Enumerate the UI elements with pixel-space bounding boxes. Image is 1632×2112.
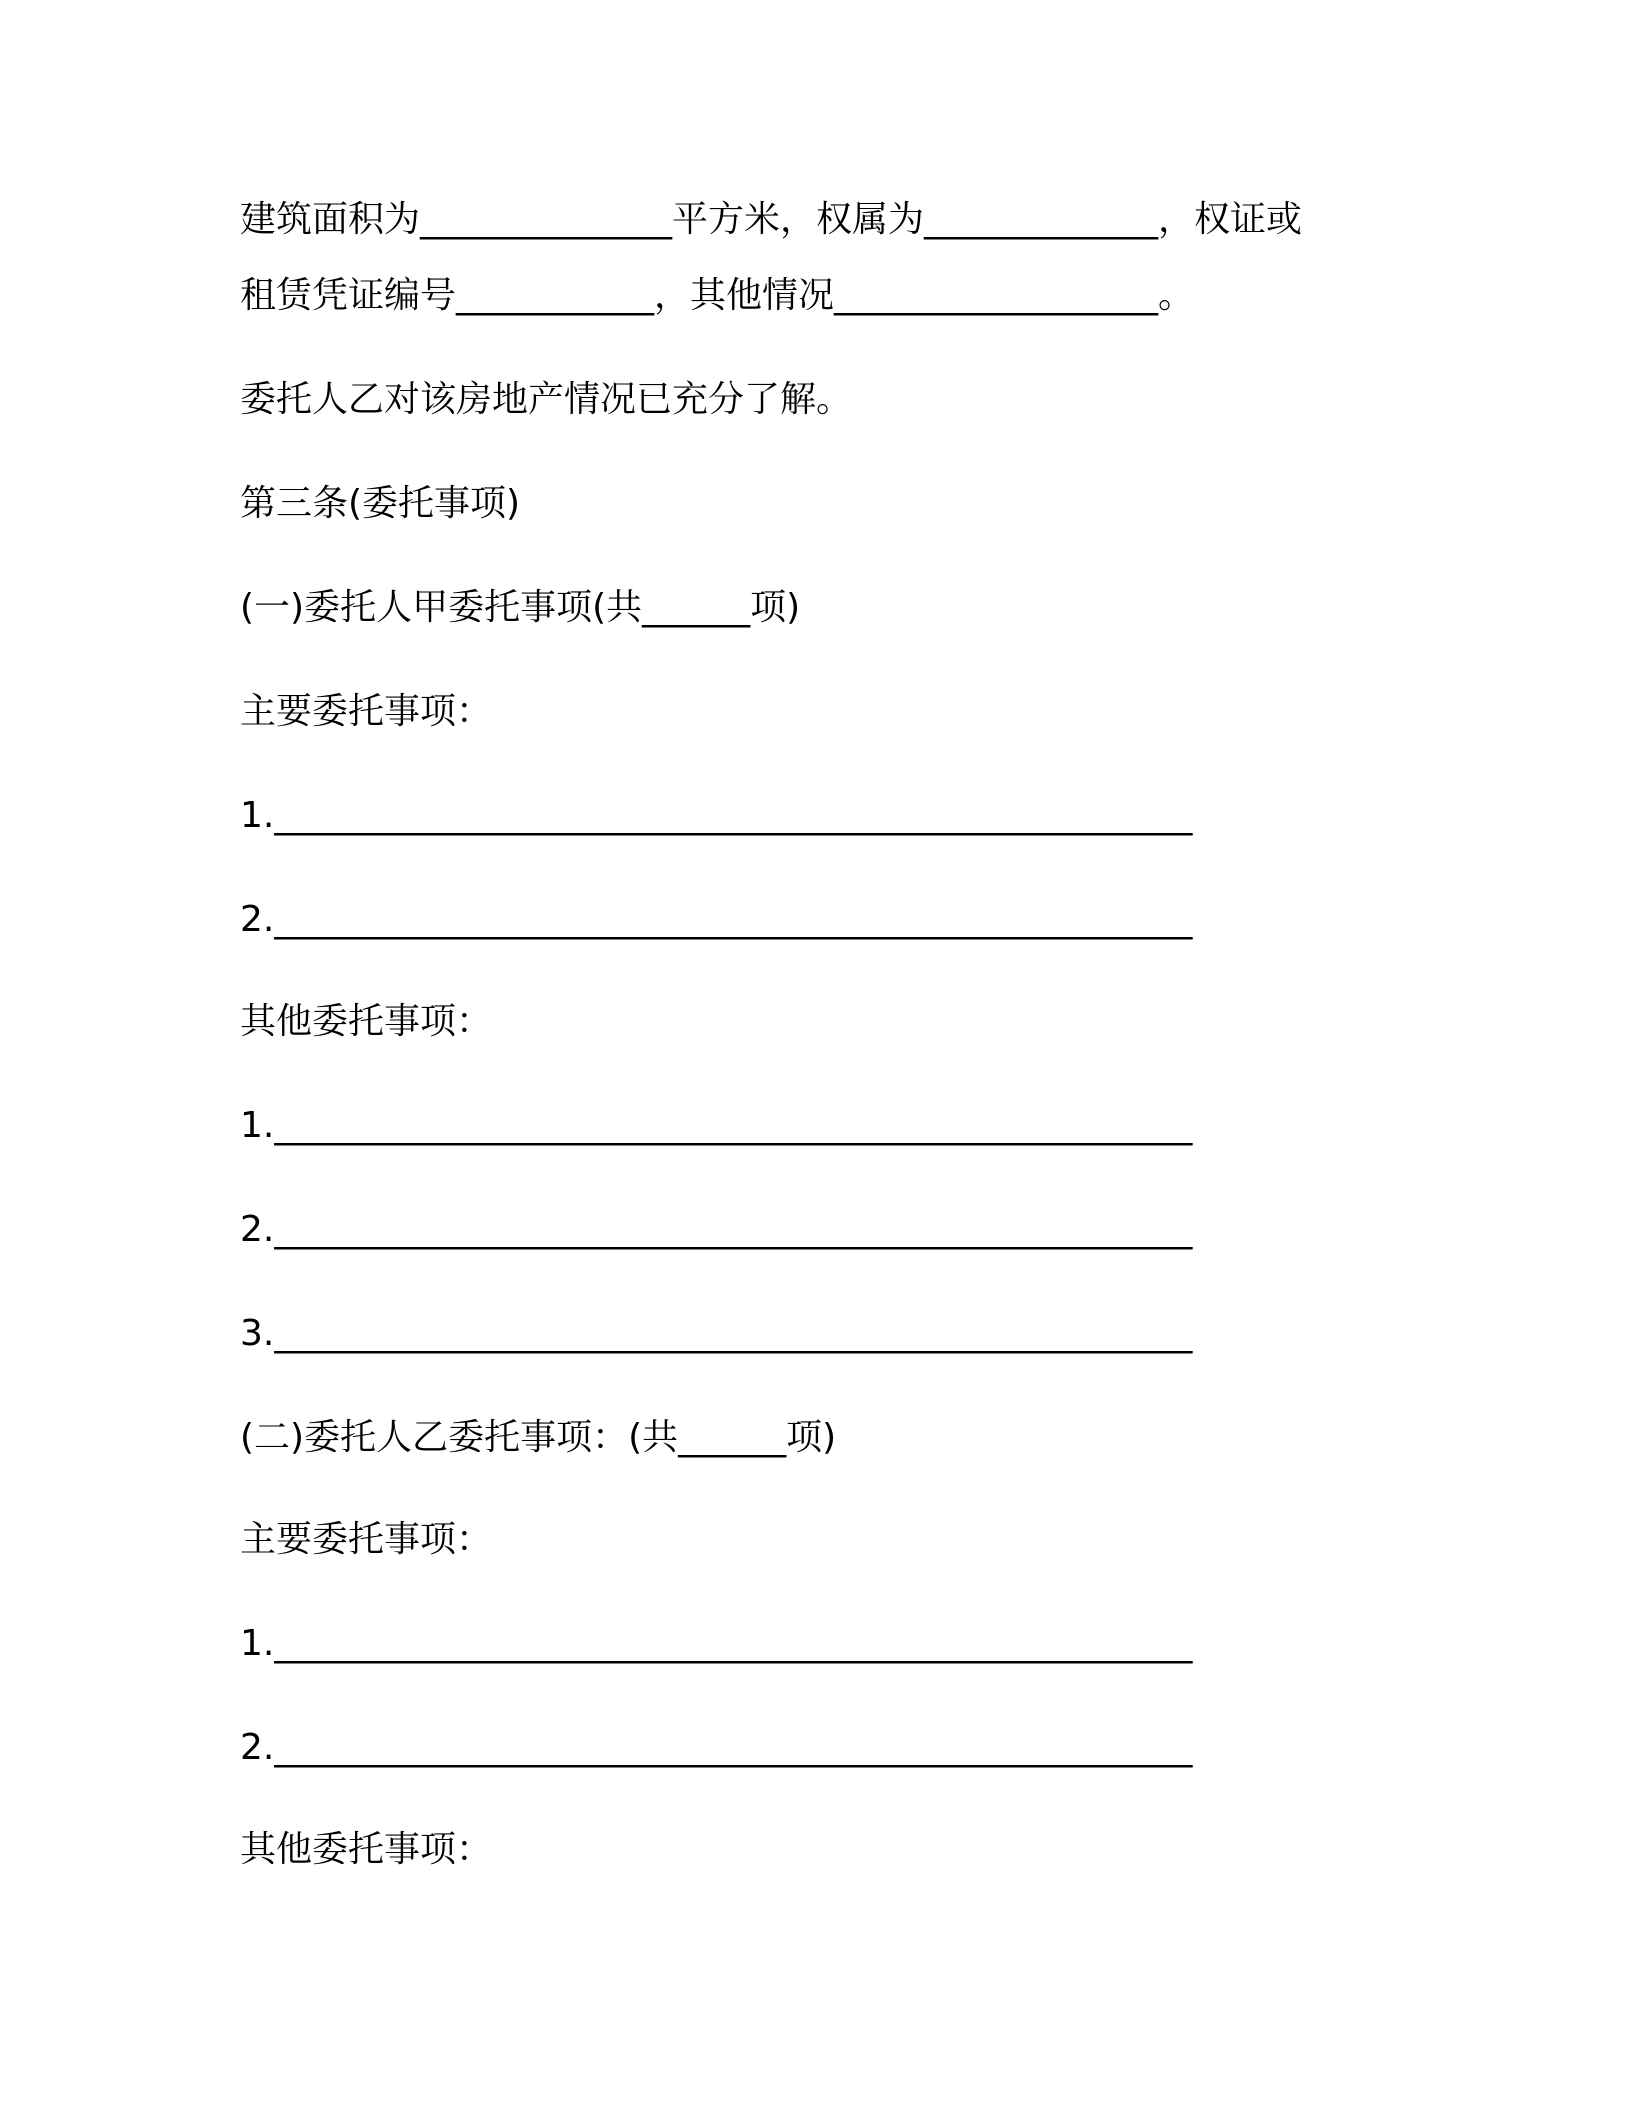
text-line-area-ownership: 建筑面积为______________平方米，权属为_____________，权证或 — [240, 199, 1303, 240]
label-main-matters-a: 主要委托事项： — [240, 691, 493, 732]
blank-line-other-a-3: 3.___________________________________________________ — [240, 1313, 1193, 1354]
blank-line-other-a-1: 1.___________________________________________________ — [240, 1105, 1193, 1146]
text-line-understanding: 委托人乙对该房地产情况已充分了解。 — [240, 379, 853, 420]
label-other-matters-a: 其他委托事项： — [240, 1001, 493, 1042]
subsection-heading-party-b: (二)委托人乙委托事项：(共______项) — [240, 1417, 837, 1458]
blank-line-main-a-2: 2.___________________________________________________ — [240, 899, 1193, 940]
section-heading-article-3: 第三条(委托事项) — [240, 483, 521, 524]
blank-line-main-b-1: 1.___________________________________________________ — [240, 1623, 1193, 1664]
subsection-heading-party-a: (一)委托人甲委托事项(共______项) — [240, 587, 801, 628]
blank-line-main-a-1: 1.___________________________________________________ — [240, 795, 1193, 836]
label-main-matters-b: 主要委托事项： — [240, 1519, 493, 1560]
text-line-lease-certificate: 租赁凭证编号___________，其他情况__________________。 — [240, 275, 1195, 316]
blank-line-other-a-2: 2.___________________________________________________ — [240, 1209, 1193, 1250]
blank-line-main-b-2: 2.___________________________________________________ — [240, 1727, 1193, 1768]
label-other-matters-b: 其他委托事项： — [240, 1829, 493, 1870]
